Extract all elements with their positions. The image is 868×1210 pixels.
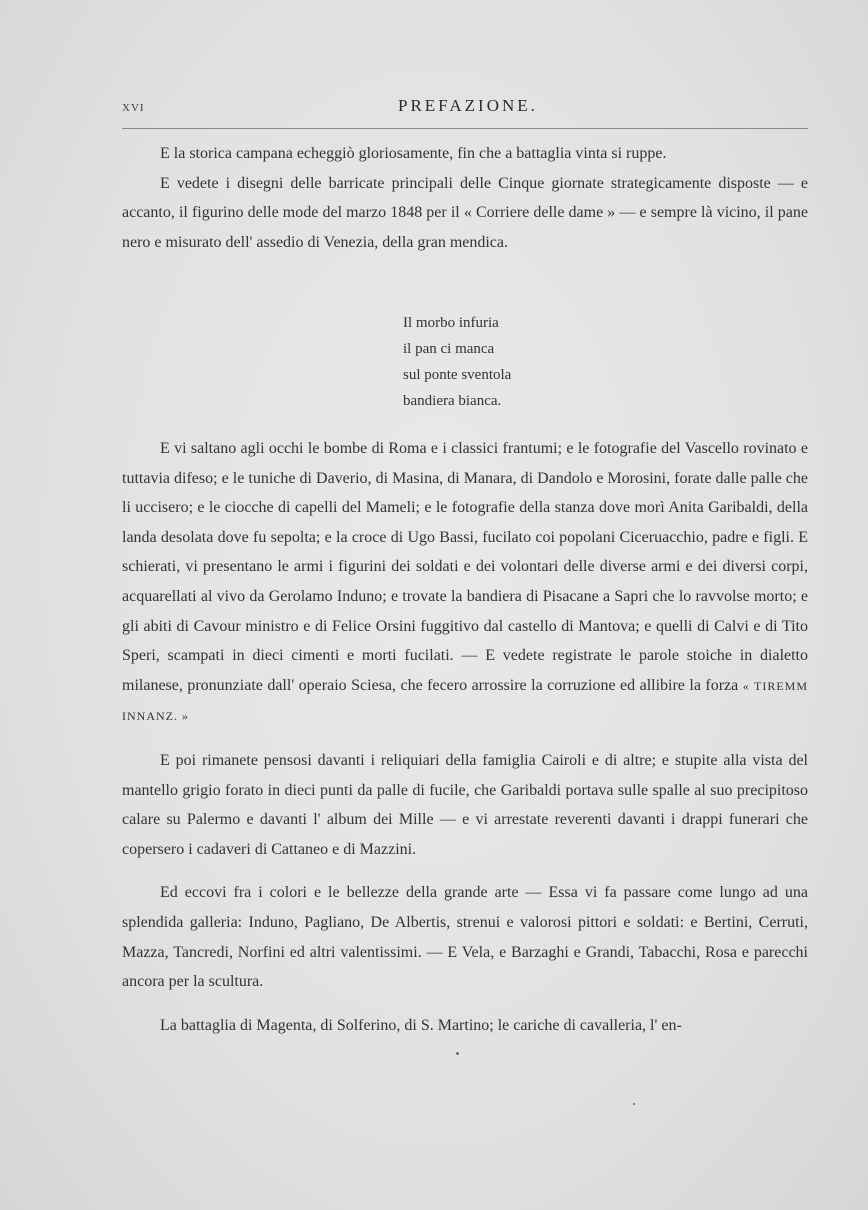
verse-line: il pan ci manca <box>403 341 495 357</box>
text-block-main <box>122 434 808 1040</box>
quote-tiremm-innanz: « TIREMM INNANZ. » <box>122 678 808 724</box>
paragraph-campana: E la storica campana echeggiò gloriosamente, fin che a battaglia vinta si ruppe. <box>160 145 667 162</box>
page-number: XVI <box>122 102 145 114</box>
paragraph-barricate: E vedete i disegni delle barricate principali delle Cinque giornate strategicamente disposte — e accanto, il figurino delle mode del marzo 1848 per il « Corriere delle dame » — e sempre là vicino, il pane nero e misurato dell' assedio di Venezia, della gran mendica. <box>122 174 808 251</box>
paragraph-cairoli: E poi rimanete pensosi davanti i reliquiari della famiglia Cairoli e di altre; e stupite alla vista del mantello grigio forato in dieci punti da palle di fucile, che Garibaldi portava sulle spalle al suo precipitoso calare su Palermo e davanti l' album dei Mille — e vi arrestate reverenti davanti i drappi funerari che copersero i cadaveri di Cattaneo e di Mazzini. <box>122 751 808 858</box>
running-title: PREFAZIONE. <box>398 96 538 115</box>
ink-speck <box>456 1052 459 1055</box>
verse-line: sul ponte sventola <box>403 367 512 383</box>
header-rule <box>122 128 808 129</box>
ink-speck <box>633 1103 635 1105</box>
paragraph-reliquie-text: E vi saltano agli occhi le bombe di Roma e i classici frantumi; e le fotografie del Vascello rovinato e tuttavia difeso; e le tuniche di Daverio, di Masina, di Manara, di Dandolo e Morosini, forate dalle palle che li uccisero; e le ciocche di capelli del Mameli; e le fotografie della stanza dove morì Anita Garibaldi, della landa desolata dove fu sepolta; e la croce di Ugo Bassi, fucilato coi popolani Ciceruacchio, padre e figli. E schierati, vi presentano le armi i figurini dei soldati e dei volontari delle diverse armi e dei diversi corpi, acquarellati al vivo da Gerolamo Induno; e trovate la bandiera di Pisacane a Sapri che lo ravvolse morto; e gli abiti di Cavour ministro e di Felice Orsini fuggitivo dal castello di Mantova; e quelli di Calvi e di Tito Speri, scampati in dieci cimenti e morti fucilati. — E vedete registrate le parole stoiche in dialetto milanese, pronunziate dall' operaio Sciesa, che fecero arrossire la corruzione ed allibire la forza <box>122 440 808 694</box>
text-block-top <box>122 139 808 257</box>
paragraph-battaglia: La battaglia di Magenta, di Solferino, di S. Martino; le cariche di cavalleria, l' en- <box>160 1016 682 1034</box>
verse-quote <box>403 310 511 414</box>
paragraph-galleria: Ed eccovi fra i colori e le bellezze della grande arte — Essa vi fa passare come lungo ad una splendida galleria: Induno, Pagliano, De Albertis, strenui e valorosi pittori e soldati: e Bertini, Cerruti, Mazza, Tancredi, Norfini ed altri valentissimi. — E Vela, e Barzaghi e Grandi, Tabacchi, Rosa e parecchi ancora per la scultura. <box>122 884 808 991</box>
paragraph-reliquie <box>122 434 808 732</box>
page-header <box>122 96 808 124</box>
verse-line: Il morbo infuria <box>403 315 499 331</box>
verse-line: bandiera bianca. <box>403 393 502 409</box>
